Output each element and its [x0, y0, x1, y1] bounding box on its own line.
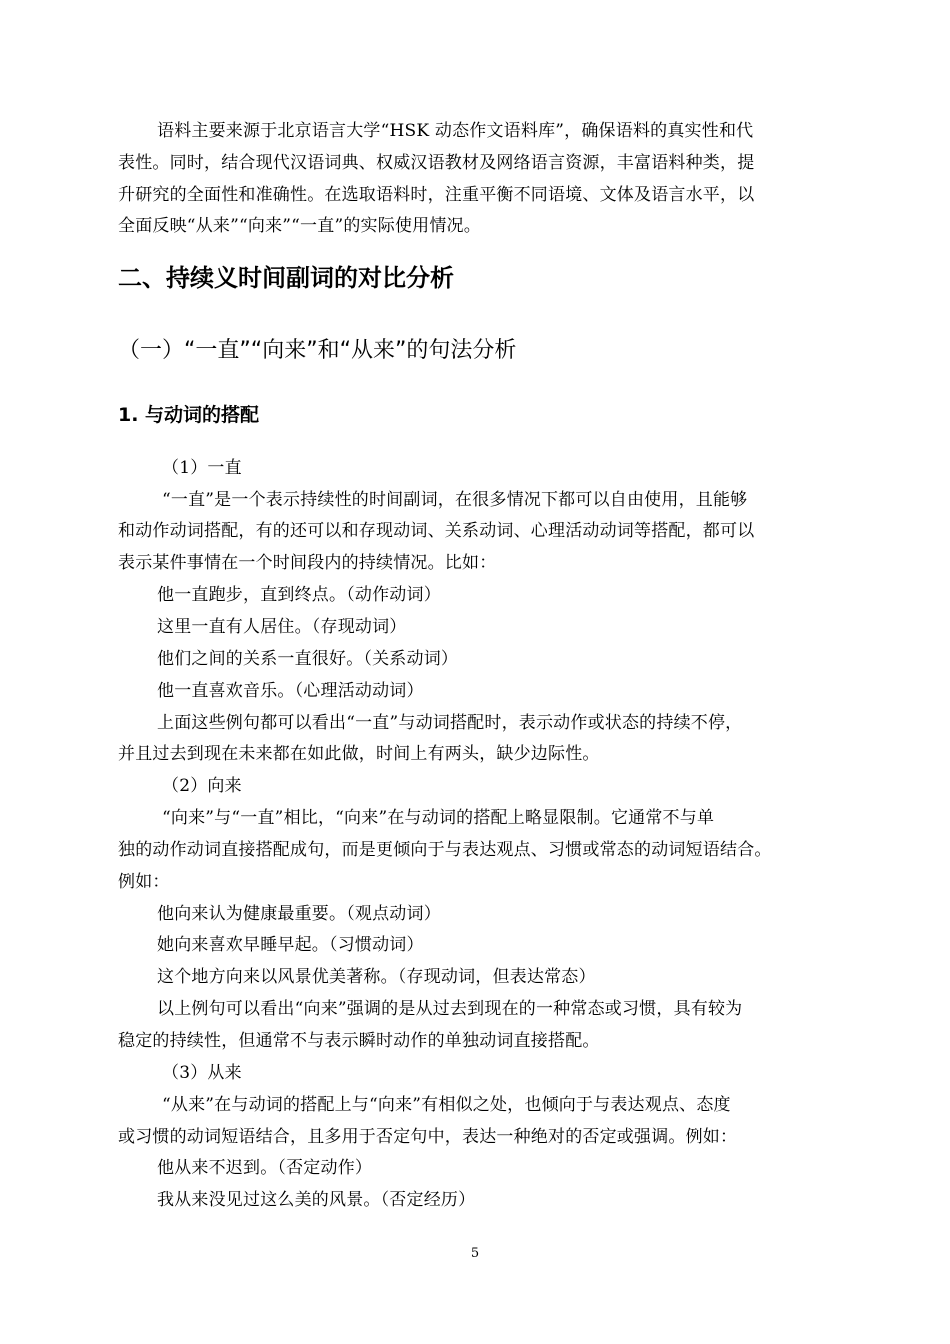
intro-line-1: 语料主要来源于北京语言大学“HSK 动态作文语料库”，确保语料的真实性和代: [157, 121, 754, 141]
conglai-example-2: 我从来没见过这么美的风景。（否定经历）: [157, 1190, 476, 1210]
intro-line-2: 表性。同时，结合现代汉语词典、权威汉语教材及网络语言资源，丰富语料种类，提: [118, 153, 755, 173]
yizhi-label: （1）一直: [162, 458, 242, 478]
xianglai-example-1: 他向来认为健康最重要。（观点动词）: [157, 904, 441, 924]
section-subtitle: （一）“一直”“向来”和“从来”的句法分析: [118, 338, 517, 363]
intro-line-3: 升研究的全面性和准确性。在选取语料时，注重平衡不同语境、文体及语言水平，以: [118, 185, 755, 205]
xianglai-example-3: 这个地方向来以风景优美著称。（存现动词，但表达常态）: [157, 967, 596, 987]
xianglai-desc-line-3: 例如：: [118, 872, 170, 892]
yizhi-example-1: 他一直跑步，直到终点。（动作动词）: [157, 585, 441, 605]
conglai-example-1: 他从来不迟到。（否定动作）: [157, 1158, 373, 1178]
section-title: 二、持续义时间副词的对比分析: [118, 264, 454, 292]
intro-line-4: 全面反映“从来”“向来”“一直”的实际使用情况。: [118, 216, 481, 236]
yizhi-desc-line-2: 和动作动词搭配，有的还可以和存现动词、关系动词、心理活动动词等搭配，都可以: [118, 521, 755, 541]
conglai-desc-line-2: 或习惯的动词短语结合，且多用于否定句中，表达一种绝对的否定或强调。例如：: [118, 1127, 738, 1147]
xianglai-label: （2）向来: [162, 776, 242, 796]
conglai-label: （3）从来: [162, 1063, 242, 1083]
xianglai-desc-line-2: 独的动作动词直接搭配成句，而是更倾向于与表达观点、习惯或常态的动词短语结合。: [118, 840, 772, 860]
yizhi-example-4: 他一直喜欢音乐。（心理活动动词）: [157, 681, 424, 701]
xianglai-summary-line-1: 以上例句可以看出“向来”强调的是从过去到现在的一种常态或习惯，具有较为: [157, 999, 743, 1019]
yizhi-desc-line-1: “一直”是一个表示持续性的时间副词，在很多情况下都可以自由使用，且能够: [162, 490, 748, 510]
page-number: 5: [470, 1246, 480, 1261]
xianglai-example-2: 她向来喜欢早睡早起。（习惯动词）: [157, 935, 424, 955]
conglai-desc-line-1: “从来”在与动词的搭配上与“向来”有相似之处，也倾向于与表达观点、态度: [162, 1095, 731, 1115]
xianglai-desc-line-1: “向来”与“一直”相比，“向来”在与动词的搭配上略显限制。它通常不与单: [162, 808, 715, 828]
yizhi-summary-line-2: 并且过去到现在未来都在如此做，时间上有两头，缺少边际性。: [118, 744, 600, 764]
section-subsubtitle: 1. 与动词的搭配: [118, 404, 260, 426]
yizhi-summary-line-1: 上面这些例句都可以看出“一直”与动词搭配时，表示动作或状态的持续不停，: [157, 713, 743, 733]
xianglai-summary-line-2: 稳定的持续性，但通常不与表示瞬时动作的单独动词直接搭配。: [118, 1031, 600, 1051]
yizhi-example-3: 他们之间的关系一直很好。（关系动词）: [157, 649, 459, 669]
yizhi-desc-line-3: 表示某件事情在一个时间段内的持续情况。比如：: [118, 553, 497, 573]
yizhi-example-2: 这里一直有人居住。（存现动词）: [157, 617, 407, 637]
